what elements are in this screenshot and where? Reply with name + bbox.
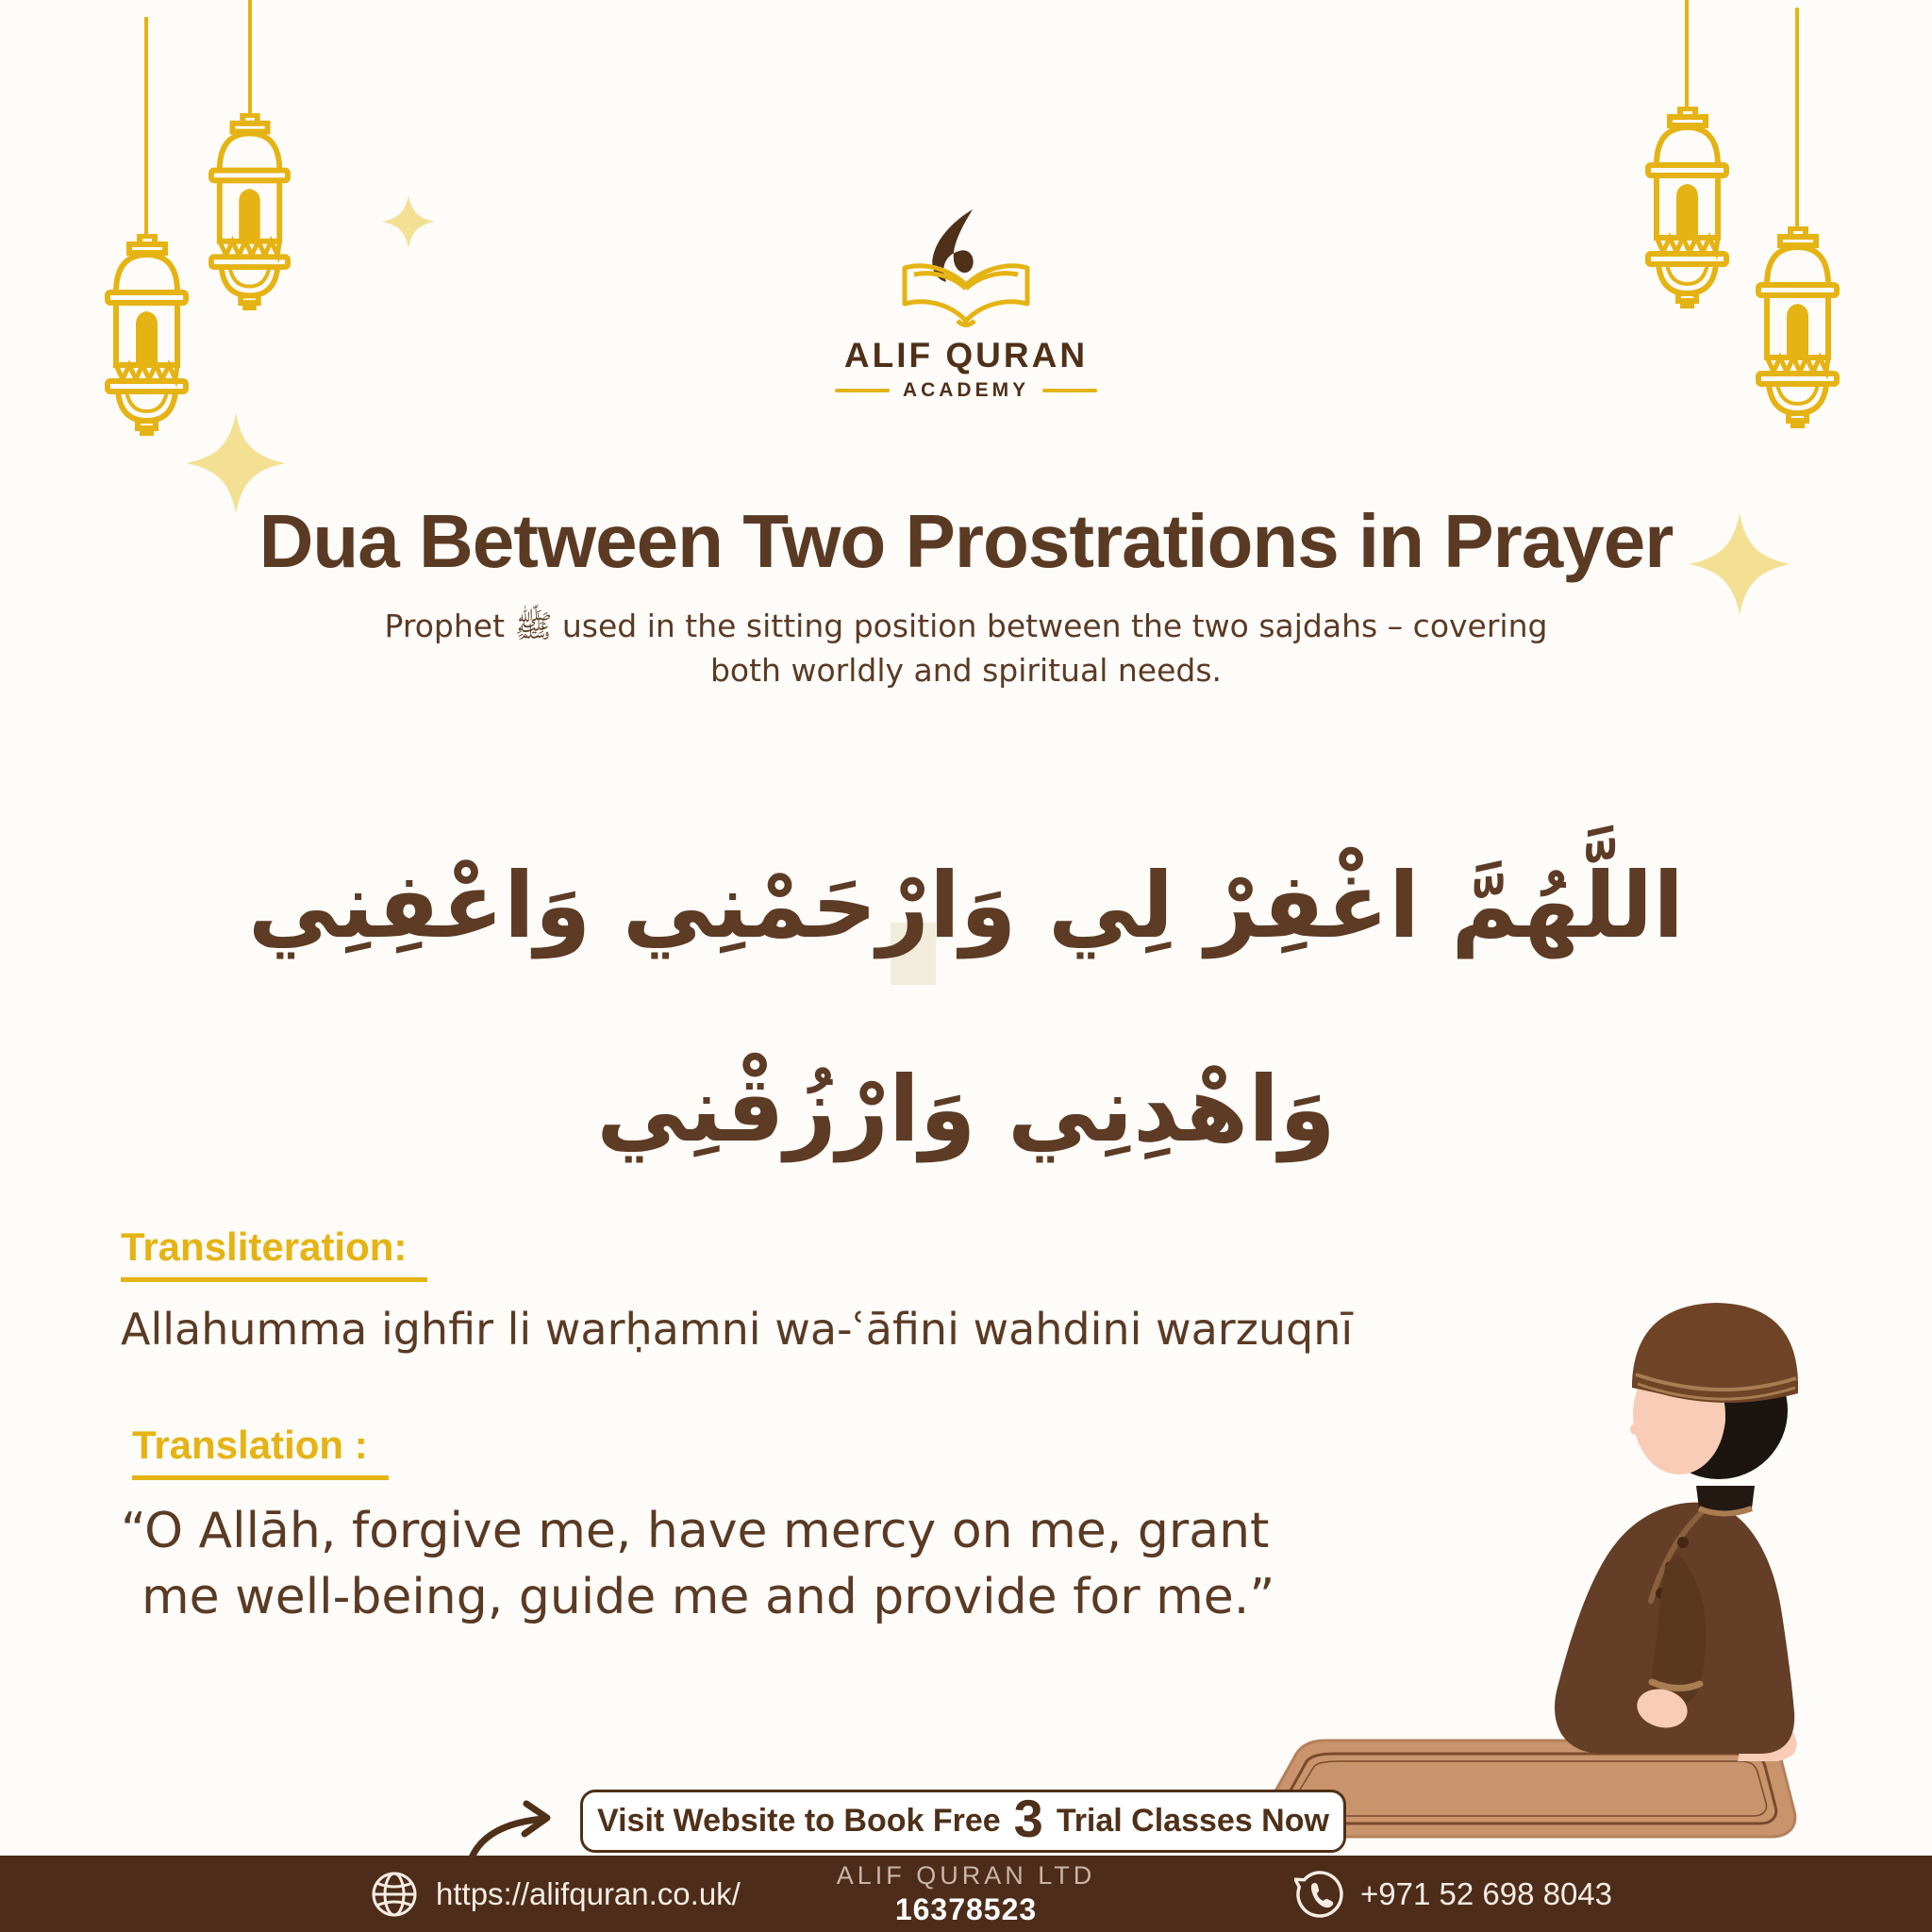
lantern-string	[1795, 8, 1799, 228]
footer-phone[interactable]	[1294, 1856, 1612, 1932]
open-book-logo-icon	[886, 209, 1046, 330]
dua-arabic	[0, 804, 1932, 1211]
translation-line-1: “O Allāh, forgive me, have mercy on me, grant	[121, 1503, 1270, 1559]
cta-text-after: Trial Classes Now	[1056, 1803, 1329, 1839]
praying-boy-illustration	[1236, 1269, 1896, 1854]
footer-bar	[0, 1856, 1932, 1932]
cta-button[interactable]	[580, 1790, 1346, 1853]
logo-dash	[1042, 389, 1097, 392]
footer-company-block	[0, 1856, 1932, 1932]
logo	[0, 209, 1932, 402]
lantern-string	[248, 0, 252, 115]
alif-calligraphy-icon	[932, 209, 973, 282]
logo-title: ALIF QURAN	[843, 336, 1089, 375]
footer-company-name: ALIF QURAN LTD	[836, 1860, 1096, 1890]
phone-icon	[1294, 1869, 1345, 1920]
logo-dash	[835, 389, 890, 392]
footer-phone-text[interactable]: +971 52 698 8043	[1360, 1875, 1613, 1911]
translation-text	[121, 1498, 1274, 1630]
transliteration-text: Allahumma ighfir li warḥamni wa-ʿāfini wahdini warzuqnī	[121, 1304, 1354, 1355]
translation-line-2: me well-being, guide me and provide for me.”	[142, 1569, 1275, 1625]
transliteration-heading: Transliteration:	[121, 1224, 427, 1282]
footer-url-text[interactable]: https://alifquran.co.uk/	[436, 1875, 741, 1911]
page-title: Dua Between Two Prostrations in Prayer	[258, 499, 1674, 583]
dua-arabic-line-1: اللَّهُمَّ اغْفِرْ لِي وَارْحَمْنِي وَاعْفِنِي	[247, 853, 1685, 958]
subtitle-line-2: both worldly and spiritual needs.	[709, 652, 1223, 689]
lantern-string	[1685, 0, 1689, 108]
lantern-string	[144, 17, 148, 236]
cta-text-before: Visit Website to Book Free	[597, 1803, 1001, 1839]
cta-number: 3	[1013, 1788, 1043, 1848]
subtitle-line-1: Prophet ﷺ used in the sitting position between the two sajdahs – covering	[384, 608, 1548, 644]
translation-heading: Translation :	[132, 1423, 389, 1480]
logo-subtitle: ACADEMY	[902, 379, 1030, 401]
dua-arabic-line-2: وَاهْدِنِي وَارْزُقْنِي	[596, 1057, 1336, 1162]
ear	[1701, 1404, 1725, 1436]
page-subtitle	[0, 604, 1932, 692]
footer-company-number: 16378523	[894, 1891, 1038, 1926]
